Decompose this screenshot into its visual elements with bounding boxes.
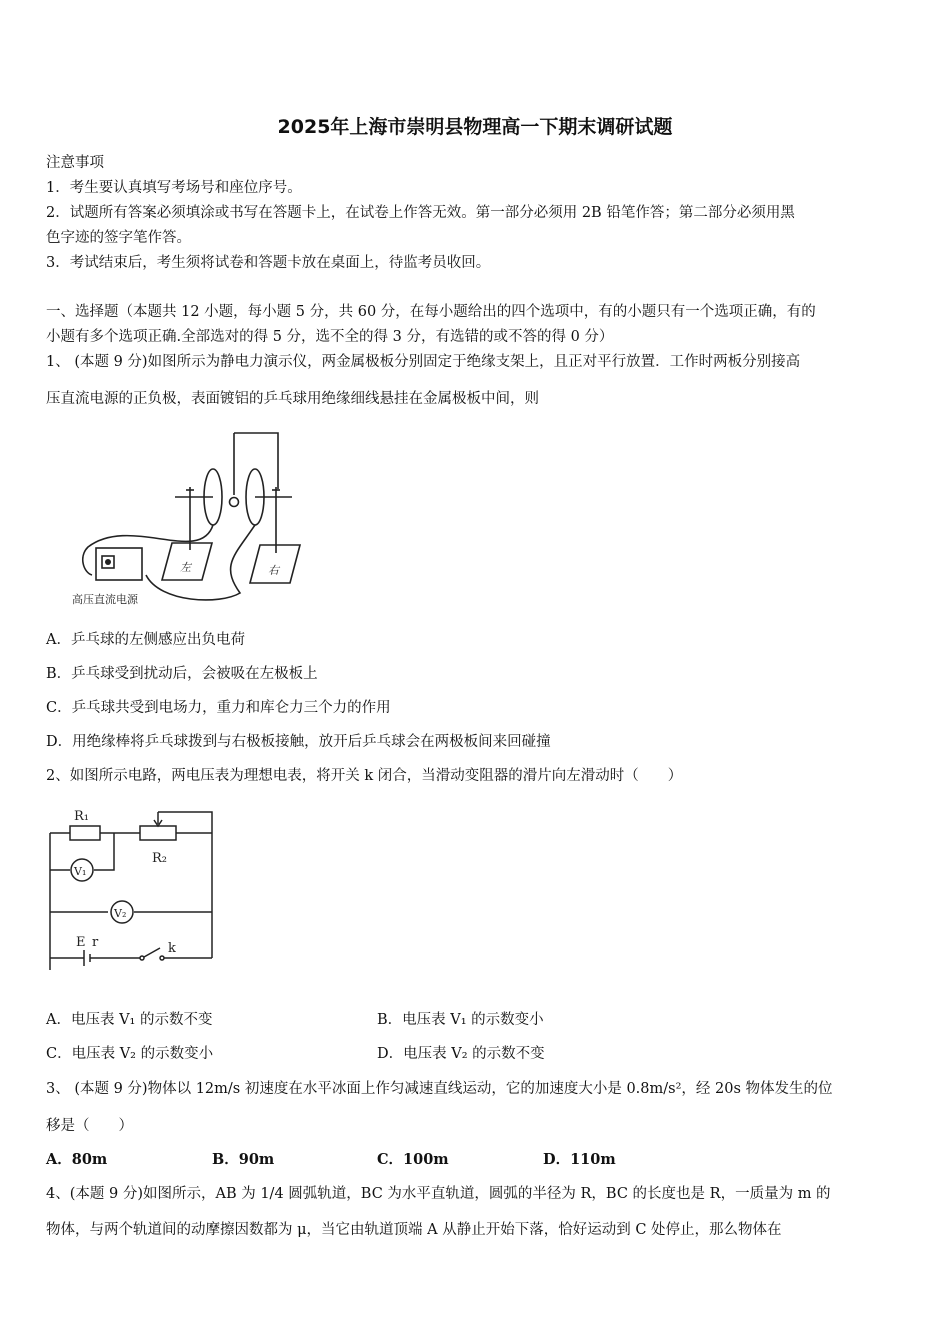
q2-stem: 2、如图所示电路，两电压表为理想电表，将开关 k 闭合，当滑动变阻器的滑片向左滑动时（ ） [46, 768, 683, 784]
q1-stem-line1: 1、 (本题 9 分)如图所示为静电力演示仪，两金属极板分别固定于绝缘支架上，且正对平行放置．工作时两板分别接高 [46, 354, 801, 370]
q1-left-label: 左 [180, 561, 191, 574]
q2-option-b: B．电压表 V₁ 的示数变小 [377, 1012, 544, 1028]
q3-option-b: B．90m [212, 1151, 275, 1168]
q1-stem-line2: 压直流电源的正负极，表面镀铝的乒乓球用绝缘细线悬挂在金属极板中间，则 [46, 391, 539, 407]
q1-source-label: 高压直流电源 [72, 593, 138, 606]
q4-stem-line2: 物体，与两个轨道间的动摩擦因数都为 μ，当它由轨道顶端 A 从静止开始下落，恰好运动到 C 处停止，那么物体在 [46, 1222, 782, 1238]
q1-figure [70, 425, 310, 610]
section1-line2: 小题有多个选项正确.全部选对的得 5 分，选不全的得 3 分，有选错的或不答的得 0 分） [46, 329, 614, 345]
q3-stem-line2: 移是（ ） [46, 1118, 133, 1134]
q2-r1-resistor [70, 826, 100, 840]
q2-r2-resistor [140, 826, 176, 840]
q3-stem-line1: 3、 (本题 9 分)物体以 12m/s 初速度在水平冰面上作匀减速直线运动，它的加速度大小是 0.8m/s²，经 20s 物体发生的位 [46, 1081, 833, 1097]
notice-item-3: 3．考试结束后，考生须将试卷和答题卡放在桌面上，待监考员收回。 [46, 255, 491, 271]
q2-r1-label: R₁ [74, 809, 89, 824]
q2-v2-label: V₂ [114, 907, 127, 920]
q2-r2-label: R₂ [152, 851, 167, 866]
q1-option-b: B．乒乓球受到扰动后，会被吸在左极板上 [46, 666, 318, 682]
section1-line1: 一、选择题（本题共 12 小题，每小题 5 分，共 60 分，在每小题给出的四个选项中，有的小题只有一个选项正确，有的 [46, 304, 816, 320]
q1-option-d: D．用绝缘棒将乒乓球拨到与右极板接触，放开后乒乓球会在两极板间来回碰撞 [46, 734, 551, 750]
q1-right-label: 右 [268, 564, 279, 577]
q4-stem-line1: 4、(本题 9 分)如图所示，AB 为 1/4 圆弧轨道，BC 为水平直轨道，圆弧的半径为 R，BC 的长度也是 R，一质量为 m 的 [46, 1186, 831, 1202]
q2-e-label: E [76, 935, 86, 950]
q2-k-label: k [168, 941, 176, 956]
page-title: 2025年上海市崇明县物理高一下期末调研试题 [277, 116, 673, 138]
q2-r-label: r [92, 935, 99, 950]
q2-option-d: D．电压表 V₂ 的示数不变 [377, 1046, 545, 1062]
q1-option-a: A．乒乓球的左侧感应出负电荷 [46, 632, 245, 648]
q2-option-a: A．电压表 V₁ 的示数不变 [46, 1012, 213, 1028]
q3-option-a: A．80m [46, 1151, 108, 1168]
notice-item-2: 2．试题所有答案必须填涂或书写在答题卡上，在试卷上作答无效。第一部分必须用 2B 铅笔作答；第二部分必须用黑 [46, 205, 795, 221]
q2-v1-label: V₁ [74, 865, 87, 878]
q3-option-d: D．110m [543, 1151, 616, 1168]
q3-option-c: C．100m [377, 1151, 449, 1168]
notice-item-2-cont: 色字迹的签字笔作答。 [46, 230, 191, 246]
q1-option-c: C．乒乓球共受到电场力，重力和库仑力三个力的作用 [46, 700, 391, 716]
q2-option-c: C．电压表 V₂ 的示数变小 [46, 1046, 214, 1062]
q2-figure [44, 800, 224, 975]
notice-item-1: 1．考生要认真填写考场号和座位序号。 [46, 180, 302, 196]
notice-heading: 注意事项 [46, 155, 104, 171]
